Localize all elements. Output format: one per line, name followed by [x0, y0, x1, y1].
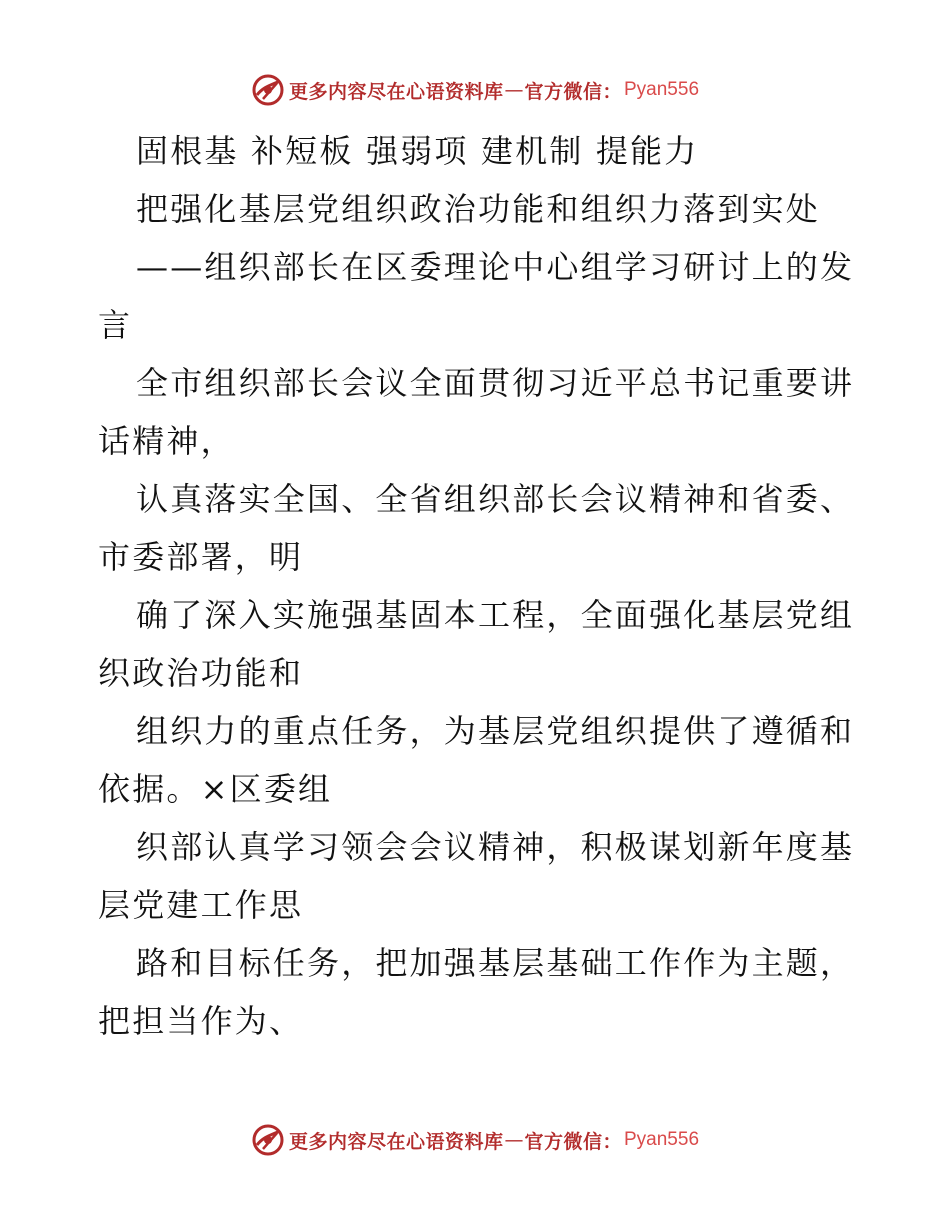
- body-line: 依据。×区委组: [98, 770, 333, 808]
- body-line: 市委部署，明: [98, 538, 304, 576]
- red-seal-logo-icon: [251, 73, 285, 107]
- document-subtitle-line-1: ——组织部长在区委理论中心组学习研讨上的发: [136, 248, 855, 286]
- body-line: 路和目标任务，把加强基层基础工作作为主题，: [136, 944, 855, 982]
- banner-dash: —: [504, 79, 524, 101]
- document-title-line-2: 把强化基层党组织政治功能和组织力落到实处: [136, 190, 821, 228]
- body-line: 组织力的重点任务，为基层党组织提供了遵循和: [136, 712, 855, 750]
- red-seal-logo-icon: [251, 1123, 285, 1157]
- body-line: 把担当作为、: [98, 1002, 304, 1040]
- body-line: 话精神，: [98, 422, 235, 460]
- body-line: 层党建工作思: [98, 886, 304, 924]
- body-line: 确了深入实施强基固本工程，全面强化基层党组: [136, 596, 855, 634]
- body-line: 全市组织部长会议全面贯彻习近平总书记重要讲: [136, 364, 855, 402]
- document-title-line-1: 固根基 补短板 强弱项 建机制 提能力: [136, 132, 699, 170]
- document-body: [98, 122, 858, 1050]
- footer-banner: [0, 1120, 950, 1160]
- footer-wechat-id: Pyan556: [624, 1129, 700, 1150]
- banner-wechat-id: Pyan556: [624, 79, 700, 100]
- body-line: 织部认真学习领会会议精神，积极谋划新年度基: [136, 828, 855, 866]
- banner-main-text: 更多内容尽在心语资料库: [288, 80, 504, 103]
- header-banner: [0, 70, 950, 110]
- document-subtitle-line-2: 言: [98, 306, 133, 344]
- body-line: 认真落实全国、全省组织部长会议精神和省委、: [136, 480, 855, 518]
- body-line: 织政治功能和: [98, 654, 304, 692]
- footer-dash: —: [504, 1129, 524, 1151]
- footer-main-text: 更多内容尽在心语资料库: [288, 1130, 504, 1153]
- banner-wechat-label: 官方微信：: [524, 80, 622, 103]
- footer-wechat-label: 官方微信：: [524, 1130, 622, 1153]
